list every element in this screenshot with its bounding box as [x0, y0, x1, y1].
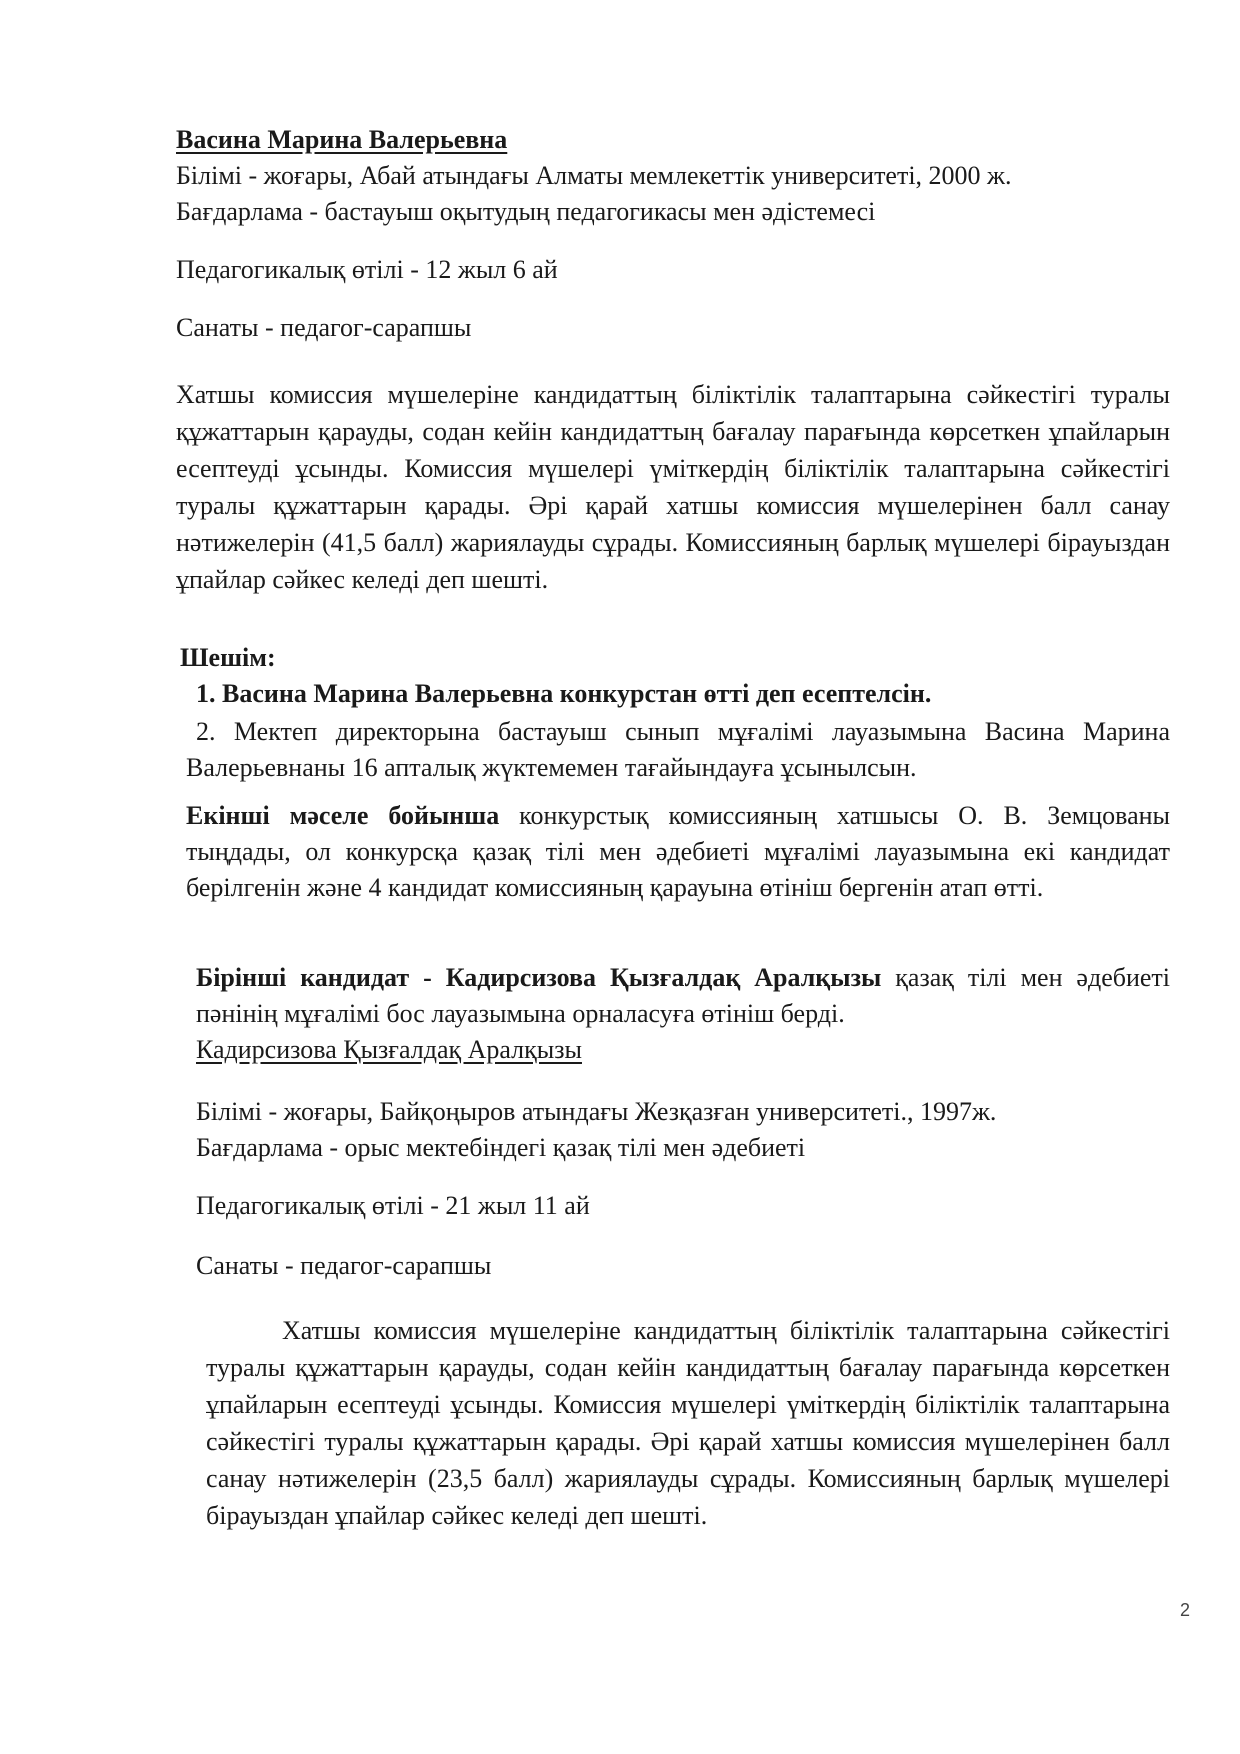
decision-item-1: 1. Васина Марина Валерьевна конкурстан өтті деп есептелсін.: [196, 679, 932, 708]
candidate-2-experience: Педагогикалық өтілі - 21 жыл 11 ай: [196, 1191, 590, 1220]
second-issue-paragraph: [186, 798, 1170, 906]
candidate-1-review: Хатшы комиссия мүшелеріне кандидаттың біліктілік талаптарына сәйкестігі туралы құжаттарын қарауды, содан кейін кандидаттың бағалау парағында көрсеткен ұпайларын есептеуді ұсынды. Комиссия мүшелері үміткердің біліктілік талаптарына сәйкестігі туралы құжаттарын қарады. Әрі қарай хатшы комиссия мүшелерінен балл санау нәтижелерін (41,5 балл) жариялауды сұрады. Комиссияның барлық мүшелері бірауыздан ұпайлар сәйкес келеді деп шешті.: [176, 380, 1170, 594]
candidate-1-name: Васина Марина Валерьевна: [176, 125, 508, 154]
second-issue-text: конкурстық комиссияның хатшысы О. В. Земцованы тыңдады, ол конкурсқа қазақ тілі мен әдебиеті мұғалімі лауазымына екі кандидат берілгенін және 4 кандидат комиссияның қарауына өтініш бергенін атап өтті.: [186, 801, 1170, 902]
candidate-2-category: Санаты - педагог-сарапшы: [196, 1251, 492, 1280]
second-issue-lead: Екінші мәселе бойынша: [186, 801, 500, 830]
candidate-1-program: Бағдарлама - бастауыш оқытудың педагогикасы мен әдістемесі: [176, 197, 876, 226]
candidate-2-name: Кадирсизова Қызғалдақ Аралқызы: [196, 1035, 582, 1064]
candidate-2-intro: [196, 960, 1170, 1032]
candidate-2-lead: Бірінші кандидат - Кадирсизова Қызғалдақ Аралқызы: [196, 963, 882, 992]
candidate-1-category: Санаты - педагог-сарапшы: [176, 313, 472, 342]
candidate-2-program: Бағдарлама - орыс мектебіндегі қазақ тілі мен әдебиеті: [196, 1133, 806, 1162]
candidate-2-review: Хатшы комиссия мүшелеріне кандидаттың біліктілік талаптарына сәйкестігі туралы құжаттарын қарауды, содан кейін кандидаттың бағалау парағында көрсеткен ұпайларын есептеуді ұсынды. Комиссия мүшелері үміткердің біліктілік талаптарына сәйкестігі туралы құжаттарын қарады. Әрі қарай хатшы комиссия мүшелерінен балл санау нәтижелерін (23,5 балл) жариялауды сұрады. Комиссияның барлық мүшелері бірауыздан ұпайлар сәйкес келеді деп шешті.: [206, 1316, 1170, 1530]
candidate-1-education: Білімі - жоғары, Абай атындағы Алматы мемлекеттік университеті, 2000 ж.: [176, 161, 1012, 190]
candidate-2-education: Білімі - жоғары, Байқоңыров атындағы Жезқазған университеті., 1997ж.: [196, 1097, 997, 1126]
decision-heading: Шешім:: [180, 643, 276, 672]
candidate-2-intro-text: қазақ тілі мен әдебиеті пәнінің мұғалімі бос лауазымына орналасуға өтініш берді.: [196, 963, 1171, 1028]
candidate-1-experience: Педагогикалық өтілі - 12 жыл 6 ай: [176, 255, 558, 284]
decision-item-2: 2. Мектеп директорына бастауыш сынып мұғалімі лауазымына Васина Марина Валерьевнаны 16 апталық жүктемемен тағайындауға ұсынылсын.: [186, 717, 1170, 782]
page-number: 2: [1180, 1600, 1191, 1620]
